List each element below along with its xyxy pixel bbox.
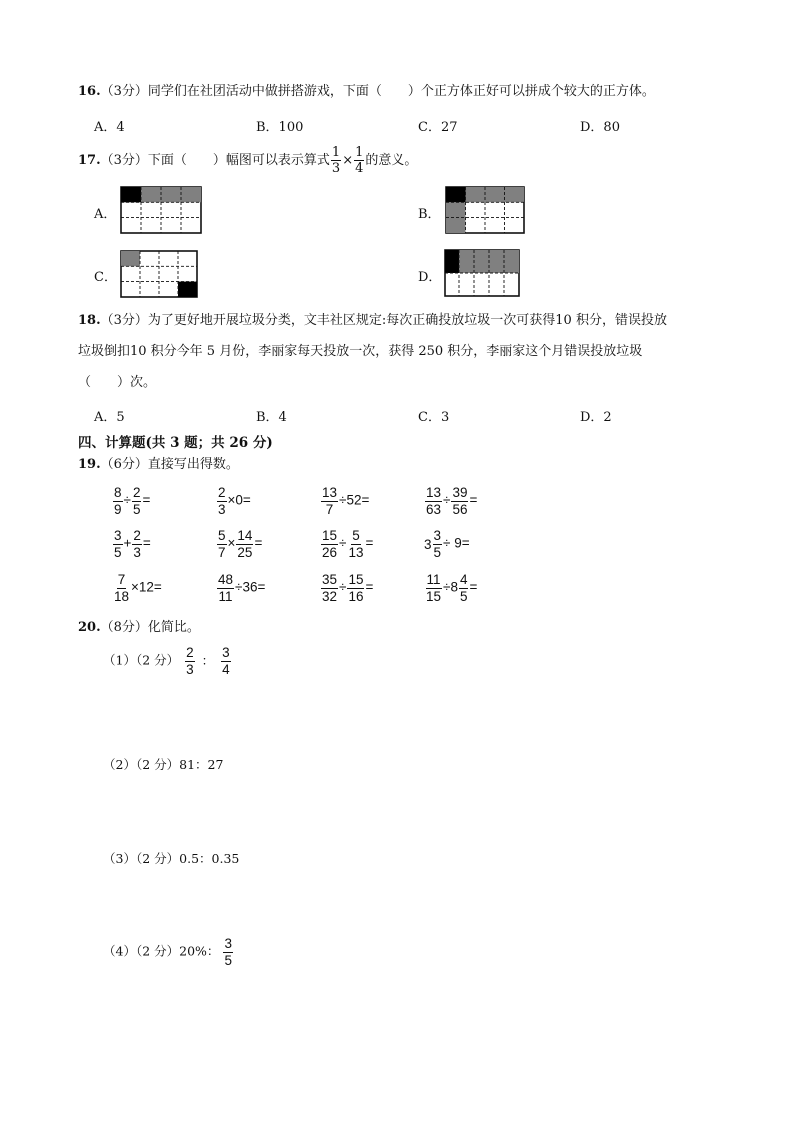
question-number: 19. — [78, 457, 101, 472]
calc-item: $\frac{8}{9}$ ÷ $\frac{2}{5}$ = — [114, 485, 151, 517]
option-a: A．4 — [94, 120, 125, 135]
option-c: C．27 — [418, 120, 458, 135]
option-b-figure — [445, 186, 525, 234]
option-d-label: D． — [418, 270, 442, 285]
calc-item: $\frac{2}{3}$ ×0= — [218, 485, 251, 517]
calc-item: 3 $\frac{3}{5}$ ÷ 9= — [424, 528, 470, 560]
option-a: A．5 — [94, 410, 125, 425]
option-b: B．100 — [256, 120, 304, 135]
option-d: D．80 — [580, 120, 620, 135]
question-score: （8分） — [100, 620, 148, 635]
question-text: 下面（ ）幅图可以表示算式 — [147, 153, 330, 168]
calc-item: $\frac{13}{63}$ ÷ $\frac{39}{56}$ = — [426, 485, 478, 517]
fraction-one-third: $\frac{1}{3}$ — [331, 145, 341, 176]
subquestion-4: （4）（2 分）20%： $\frac{3}{5}$ — [103, 936, 232, 968]
question-18 — [78, 313, 667, 329]
option-c: C．3 — [418, 410, 450, 425]
times-sign: × — [342, 153, 354, 168]
question-number: 17. — [78, 153, 101, 168]
question-text: 同学们在社团活动中做拼搭游戏，下面（ ）个正方体正好可以拼成个较大的正方体。 — [147, 84, 655, 99]
option-c-figure — [120, 250, 198, 298]
calc-item: $\frac{13}{7}$ ÷52= — [322, 485, 370, 517]
question-text: 为了更好地开展垃圾分类，文丰社区规定:每次正确投放垃圾一次可获得10 积分，错误投放 — [147, 313, 667, 328]
fraction-one-quarter: $\frac{1}{4}$ — [355, 145, 364, 176]
option-a-figure — [120, 186, 202, 234]
subquestion-3: （3）（2 分）0.5：0.35 — [103, 851, 240, 866]
question-18-line3: （ ）次。 — [78, 375, 157, 390]
question-number: 16. — [78, 84, 101, 99]
question-17 — [78, 146, 417, 175]
subquestion-1: （1）（2 分） $\frac{2}{3}$ ： $\frac{3}{4}$ — [103, 645, 230, 677]
subquestion-2: （2）（2 分）81：27 — [103, 757, 224, 772]
question-score: （3分） — [100, 84, 148, 99]
option-a-label: A． — [94, 207, 117, 222]
calc-item: $\frac{5}{7}$ × $\frac{14}{25}$ = — [218, 528, 263, 560]
question-16 — [78, 84, 655, 100]
calc-item: $\frac{35}{32}$ ÷ $\frac{15}{16}$ = — [322, 572, 374, 604]
question-score: （3分） — [100, 313, 148, 328]
option-b-label: B． — [418, 207, 441, 222]
question-number: 18. — [78, 313, 101, 328]
question-text: 直接写出得数。 — [147, 457, 239, 472]
option-b: B．4 — [256, 410, 287, 425]
question-18-line2: 垃圾倒扣10 积分今年 5 月份，李丽家每天投放一次，获得 250 积分，李丽家这个月错误投放垃圾 — [78, 344, 643, 359]
question-score: （3分） — [100, 153, 148, 168]
calc-item: $\frac{15}{26}$ ÷ $\frac{5}{13}$ = — [322, 528, 374, 560]
question-number: 20. — [78, 620, 101, 635]
question-text-end: 的意义。 — [365, 153, 418, 168]
question-20 — [78, 620, 200, 636]
question-score: （6分） — [100, 457, 148, 472]
question-19 — [78, 457, 239, 473]
calc-item: $\frac{11}{15}$ ÷8 $\frac{4}{5}$ = — [426, 572, 478, 604]
calc-item: $\frac{48}{11}$ ÷36= — [218, 572, 266, 604]
calc-item: $\frac{7}{18}$ ×12= — [114, 572, 162, 604]
question-text: 化简比。 — [147, 620, 200, 635]
calc-item: $\frac{3}{5}$ + $\frac{2}{3}$ = — [114, 528, 151, 560]
option-d: D．2 — [580, 410, 612, 425]
option-d-figure — [444, 249, 520, 297]
section-heading: 四、计算题(共 3 题；共 26 分) — [78, 435, 273, 451]
option-c-label: C． — [94, 270, 117, 285]
